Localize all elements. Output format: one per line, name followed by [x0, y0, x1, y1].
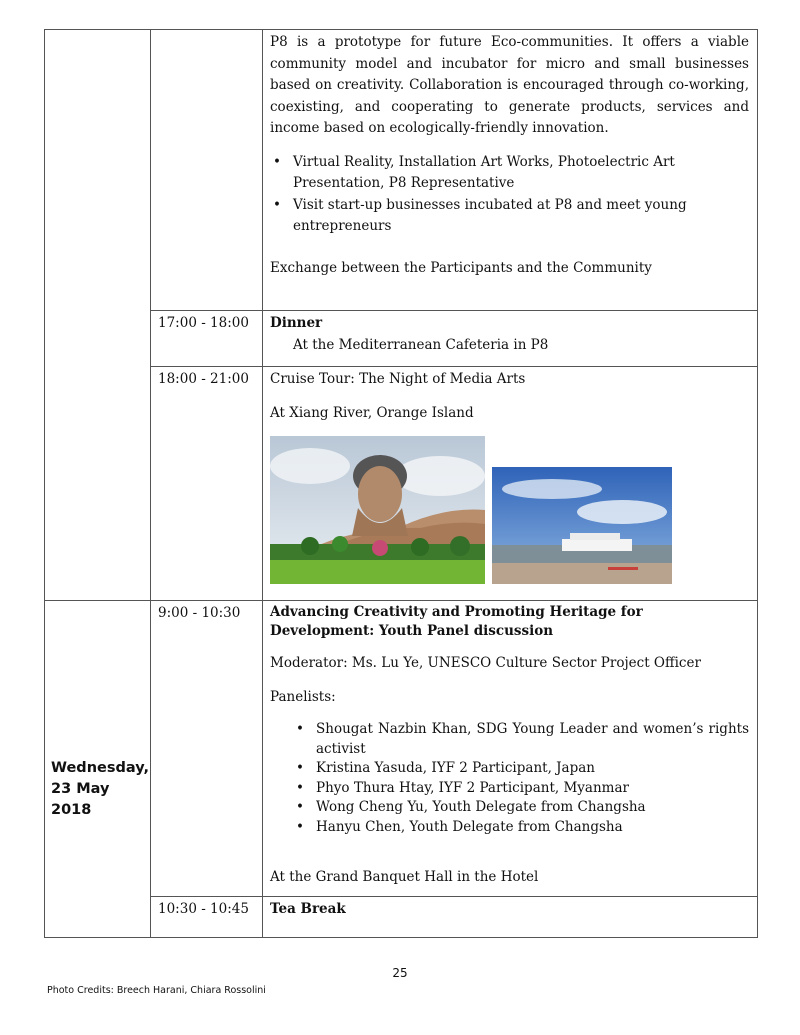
- cruise-cell: [263, 367, 758, 601]
- list-item: • Virtual Reality, Installation Art Works, Photoelectric Art Presentation, P8 Representative: [270, 152, 749, 195]
- table-row: [45, 311, 758, 367]
- day-line: 2018: [51, 801, 92, 818]
- panel-title: Advancing Creativity and Promoting Heritage for Development: Youth Panel discussion: [270, 604, 643, 639]
- p8-exchange: Exchange between the Participants and the Community: [270, 259, 652, 276]
- table-row: [45, 367, 758, 601]
- panel-cell: [263, 601, 758, 897]
- p8-intro: P8 is a prototype for future Eco-communities. It offers a viable community model and incubator for micro and small businesses based on creativity. Collaboration is encouraged through co-working, coexisting, and cooperating to generate products, services and income based on ecologically-friendly innovation.: [270, 34, 749, 136]
- day-line: 23 May: [51, 780, 110, 797]
- table-row: [45, 601, 758, 897]
- time-cell: [151, 601, 263, 897]
- list-item: • Kristina Yasuda, IYF 2 Participant, Japan: [270, 759, 749, 779]
- dinner-location: At the Mediterranean Cafeteria in P8: [293, 336, 549, 353]
- list-item: • Visit start-up businesses incubated at P8 and meet young entrepreneurs: [270, 195, 749, 238]
- time-cell: [151, 311, 263, 367]
- dinner-title: Dinner: [270, 315, 323, 331]
- photo-credits: Photo Credits: Breech Harani, Chiara Rossolini: [47, 985, 266, 996]
- cruise-time: 18:00 - 21:00: [158, 371, 249, 387]
- tea-title: Tea Break: [270, 901, 346, 917]
- schedule-table: [44, 29, 758, 938]
- day-line: Wednesday,: [51, 759, 150, 776]
- cruise-location: At Xiang River, Orange Island: [270, 404, 474, 421]
- panel-moderator: Moderator: Ms. Lu Ye, UNESCO Culture Sector Project Officer: [270, 655, 701, 671]
- list-item: • Wong Cheng Yu, Youth Delegate from Changsha: [270, 798, 749, 818]
- day-cell: [45, 601, 151, 938]
- day-label: [45, 718, 150, 821]
- river-photo: [492, 467, 672, 584]
- cruise-title: Cruise Tour: The Night of Media Arts: [270, 371, 526, 387]
- list-item: • Shougat Nazbin Khan, SDG Young Leader and women’s rights activist: [270, 720, 749, 759]
- photo-group: [270, 436, 749, 586]
- p8-description-cell: [263, 30, 758, 311]
- panel-location: At the Grand Banquet Hall in the Hotel: [270, 869, 539, 885]
- table-row: [45, 30, 758, 311]
- time-cell: [151, 897, 263, 938]
- list-item: • Hanyu Chen, Youth Delegate from Changsha: [270, 818, 749, 838]
- list-item: • Phyo Thura Htay, IYF 2 Participant, Myanmar: [270, 779, 749, 799]
- dinner-cell: [263, 311, 758, 367]
- tea-cell: [263, 897, 758, 938]
- tea-time: 10:30 - 10:45: [158, 901, 249, 917]
- p8-bullet-list: [270, 152, 749, 238]
- page-number: 25: [392, 966, 408, 980]
- panelist-list: [270, 720, 749, 837]
- statue-photo: [270, 436, 485, 584]
- panel-panelists-label: Panelists:: [270, 688, 336, 705]
- time-cell-empty: [151, 30, 263, 311]
- panel-time: 9:00 - 10:30: [158, 605, 241, 621]
- day-cell-empty: [45, 30, 151, 601]
- time-cell: [151, 367, 263, 601]
- dinner-time: 17:00 - 18:00: [158, 315, 249, 331]
- table-row: [45, 897, 758, 938]
